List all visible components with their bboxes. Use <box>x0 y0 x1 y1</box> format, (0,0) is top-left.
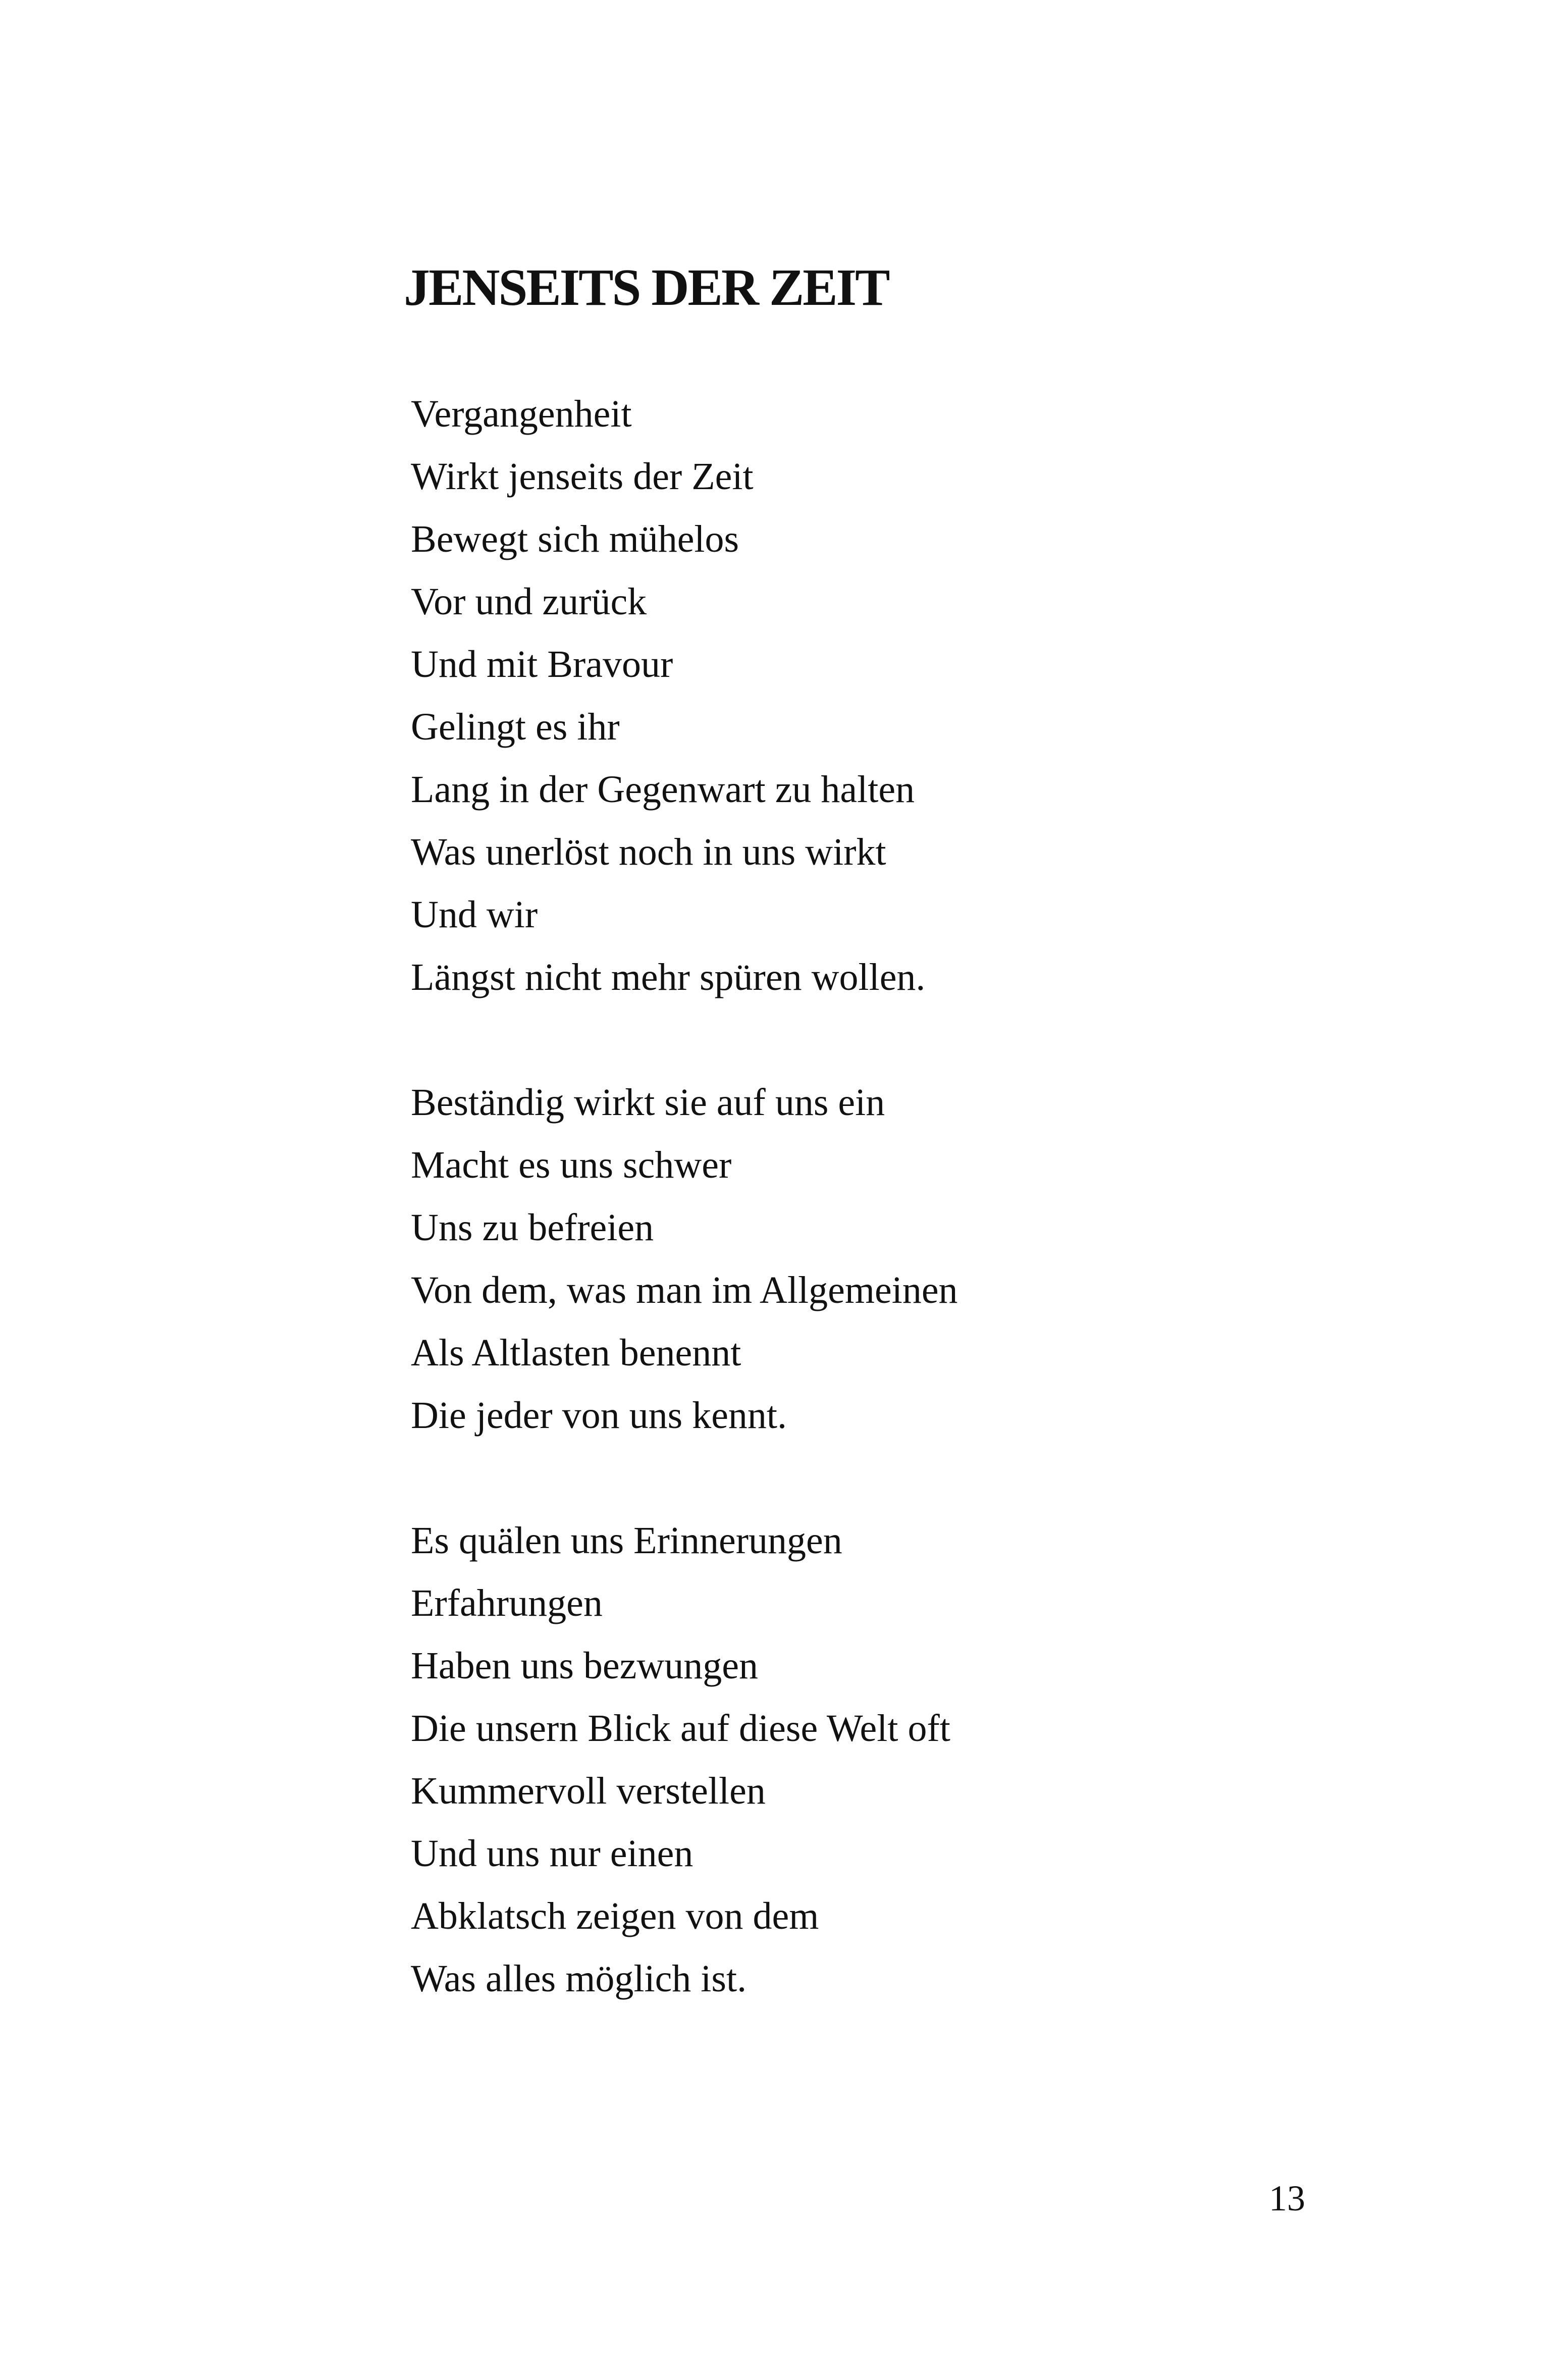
poem-title: JENSEITS DER ZEIT <box>404 258 889 316</box>
page-number: 13 <box>1269 2178 1305 2218</box>
poem-line: Erfahrungen <box>411 1582 603 1624</box>
poem-line: Lang in der Gegenwart zu halten <box>411 768 915 811</box>
poem-line: Die jeder von uns kennt. <box>411 1394 787 1437</box>
poem-line: Kummervoll verstellen <box>411 1770 766 1812</box>
poem-line: Was alles möglich ist. <box>411 1958 747 2000</box>
poem-line: Vor und zurück <box>411 580 647 623</box>
poem-line: Beständig wirkt sie auf uns ein <box>411 1081 885 1124</box>
poem-line: Vergangenheit <box>411 393 632 435</box>
poem-line: Bewegt sich mühelos <box>411 518 739 560</box>
poem-line: Macht es uns schwer <box>411 1144 732 1186</box>
poem-line: Uns zu befreien <box>411 1206 654 1249</box>
poem-line: Und wir <box>411 893 538 936</box>
poem-line: Als Altlasten benennt <box>411 1332 741 1374</box>
poem-line: Längst nicht mehr spüren wollen. <box>411 956 926 998</box>
poem-line: Und mit Bravour <box>411 643 673 685</box>
poem-body <box>411 383 1420 2010</box>
stanza-3 <box>411 1509 1420 2010</box>
stanza-2 <box>411 1071 1420 1447</box>
poem-line: Gelingt es ihr <box>411 706 620 748</box>
poem-line: Haben uns bezwungen <box>411 1645 759 1687</box>
stanza-1 <box>411 383 1420 1009</box>
poem-line: Und uns nur einen <box>411 1832 693 1875</box>
poem-line: Abklatsch zeigen von dem <box>411 1895 819 1937</box>
poem-line: Von dem, was man im Allgemeinen <box>411 1269 958 1311</box>
poem-line: Wirkt jenseits der Zeit <box>411 455 754 498</box>
poem-line: Was unerlöst noch in uns wirkt <box>411 831 886 873</box>
poem-line: Es quälen uns Erinnerungen <box>411 1519 842 1562</box>
poem-line: Die unsern Blick auf diese Welt oft <box>411 1707 950 1750</box>
